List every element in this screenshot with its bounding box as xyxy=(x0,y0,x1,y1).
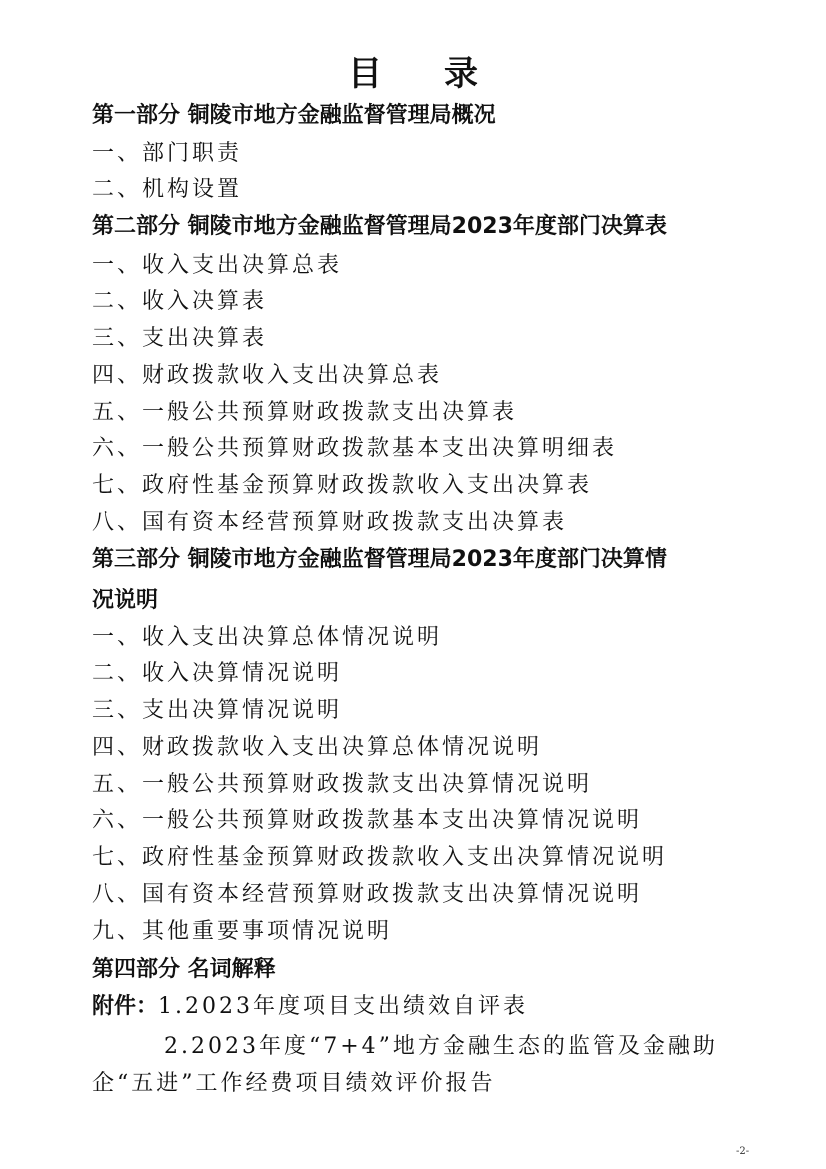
attachment-label: 附件： xyxy=(92,994,159,1019)
toc-item: 一、收入支出决算总表 xyxy=(92,253,343,278)
part3-heading-cont: 况说明 xyxy=(92,588,159,613)
part3-heading: 第三部分 铜陵市地方金融监督管理局2023年度部门决算情 xyxy=(92,547,667,572)
toc-item: 三、支出决算情况说明 xyxy=(92,698,343,723)
attachment-item-2-cont: 企“五进”工作经费项目绩效评价报告 xyxy=(92,1071,496,1096)
page-number: -2- xyxy=(736,1146,750,1157)
toc-item: 二、收入决算表 xyxy=(92,289,268,314)
attachment-item-1: 1.2023年度项目支出绩效自评表 xyxy=(158,994,528,1019)
toc-item: 五、一般公共预算财政拨款支出决算表 xyxy=(92,400,518,425)
toc-item: 四、财政拨款收入支出决算总体情况说明 xyxy=(92,735,543,760)
toc-item: 一、收入支出决算总体情况说明 xyxy=(92,625,443,650)
part1-heading: 第一部分 铜陵市地方金融监督管理局概况 xyxy=(92,103,496,128)
toc-item: 二、机构设置 xyxy=(92,177,243,202)
toc-item: 六、一般公共预算财政拨款基本支出决算情况说明 xyxy=(92,808,643,833)
attachment-line-1 xyxy=(92,994,528,1020)
toc-item: 九、其他重要事项情况说明 xyxy=(92,919,393,944)
toc-item: 三、支出决算表 xyxy=(92,326,268,351)
toc-item: 六、一般公共预算财政拨款基本支出决算明细表 xyxy=(92,436,618,461)
page-title: 目录 xyxy=(348,54,540,94)
toc-item: 一、部门职责 xyxy=(92,141,243,166)
toc-item: 八、国有资本经营预算财政拨款支出决算情况说明 xyxy=(92,882,643,907)
toc-item: 八、国有资本经营预算财政拨款支出决算表 xyxy=(92,510,568,535)
attachment-item-2: 2.2023年度“7+4”地方金融生态的监管及金融助 xyxy=(164,1034,718,1059)
part4-heading: 第四部分 名词解释 xyxy=(92,957,276,982)
toc-item: 七、政府性基金预算财政拨款收入支出决算表 xyxy=(92,473,593,498)
toc-item: 七、政府性基金预算财政拨款收入支出决算情况说明 xyxy=(92,845,668,870)
toc-item: 二、收入决算情况说明 xyxy=(92,661,343,686)
part2-heading: 第二部分 铜陵市地方金融监督管理局2023年度部门决算表 xyxy=(92,214,667,239)
toc-item: 五、一般公共预算财政拨款支出决算情况说明 xyxy=(92,772,593,797)
toc-item: 四、财政拨款收入支出决算总表 xyxy=(92,363,443,388)
